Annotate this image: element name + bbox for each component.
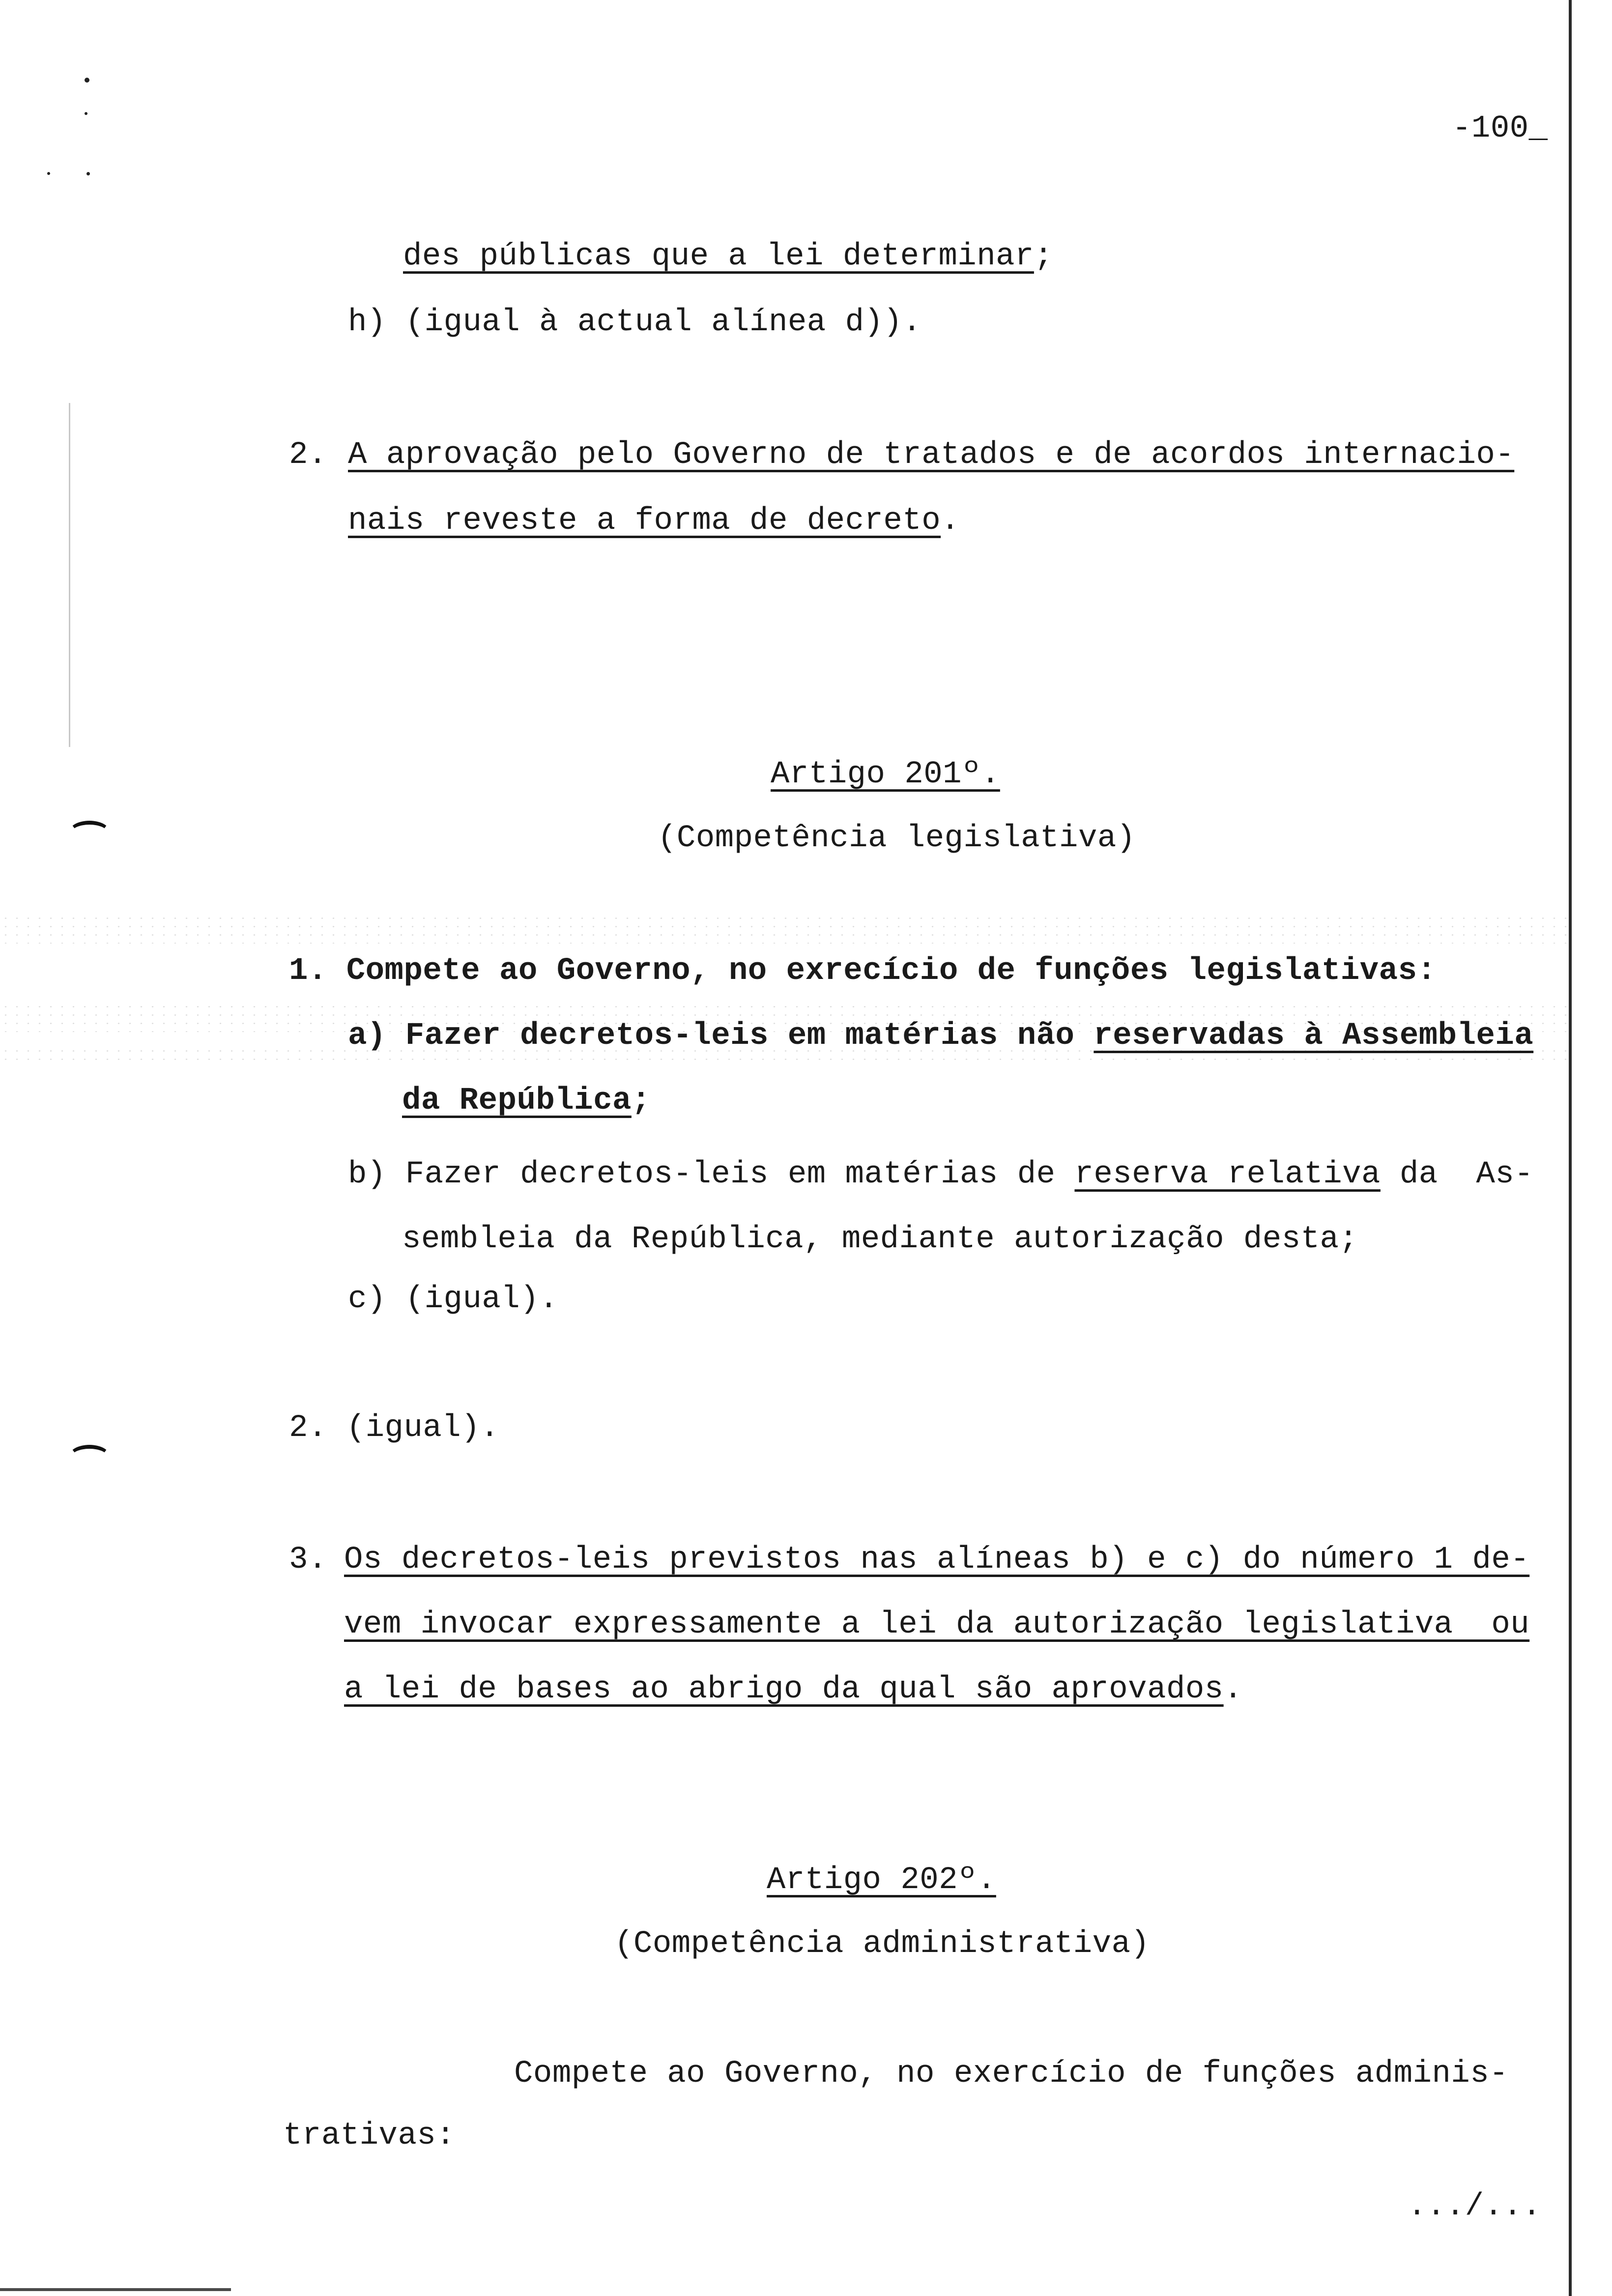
margin-dot: [47, 172, 50, 175]
item-h: h) (igual à actual alínea d)).: [348, 305, 922, 340]
point-2-line1-text: A aprovação pelo Governo de tratados e de acordos internacio-: [348, 437, 1515, 473]
point-2-line2: [348, 501, 960, 541]
article-202-subtitle: (Competência administrativa): [614, 1926, 1150, 1962]
right-margin-rule: [1569, 0, 1572, 2296]
item-b-suffix: da As-: [1380, 1157, 1534, 1192]
continuation-line: [403, 237, 1053, 276]
continuation-text: des públicas que a lei determinar: [403, 239, 1034, 274]
article-201-para-3-number: 3.: [289, 1542, 327, 1578]
article-201-para-3-line2: [344, 1605, 1529, 1644]
article-201-para-1: 1. Compete ao Governo, no exrecício de funções legislativas:: [289, 953, 1437, 989]
para-3-line3-text: a lei de bases ao abrigo da qual são aprovados: [344, 1672, 1224, 1707]
item-a-underlined: reservadas à Assembleia: [1094, 1018, 1534, 1054]
article-201-para-3-line3: [344, 1670, 1243, 1709]
continuation-suffix: ;: [1034, 239, 1053, 274]
point-2-line2-suffix: .: [941, 503, 960, 539]
para-3-line3-suffix: .: [1223, 1672, 1243, 1707]
item-a-line2-suffix: ;: [631, 1083, 651, 1119]
article-201-heading: Artigo 201º.: [771, 757, 1000, 792]
para-3-line1-text: Os decretos-leis previstos nas alíneas b) e c) do número 1 de-: [344, 1542, 1530, 1578]
page-number: -100_: [1452, 111, 1548, 146]
scan-noise-band: [0, 914, 1569, 944]
article-201-item-b-line2: sembleia da República, mediante autorização desta;: [402, 1222, 1358, 1257]
item-b-prefix: b) Fazer decretos-leis em matérias de: [348, 1157, 1075, 1192]
bottom-rule: [0, 2288, 231, 2291]
punch-hole-mark: [69, 1445, 110, 1468]
punch-hole-mark: [69, 821, 110, 844]
point-2-line2-text: nais reveste a forma de decreto: [348, 503, 941, 539]
item-a-prefix: a) Fazer decretos-leis em matérias não: [348, 1018, 1094, 1054]
continuation-mark: .../...: [1408, 2189, 1542, 2224]
article-201-subtitle: (Competência legislativa): [658, 821, 1136, 856]
article-201-item-c: c) (igual).: [348, 1282, 558, 1317]
article-201-item-a-line2: [402, 1081, 651, 1120]
margin-dot: [85, 112, 87, 115]
point-2-number: 2.: [289, 437, 327, 473]
article-201-item-b: [348, 1155, 1533, 1194]
para-3-line2-text: vem invocar expressamente a lei da autorização legislativa ou: [344, 1607, 1530, 1642]
margin-dot: [86, 172, 90, 175]
article-201-para-3-line1: [344, 1540, 1529, 1579]
article-202-heading: Artigo 202º.: [767, 1863, 996, 1898]
article-201-para-2: 2. (igual).: [289, 1410, 499, 1446]
margin-line: [69, 403, 70, 747]
article-202-intro-line2: trativas:: [283, 2118, 456, 2153]
article-202-intro-line1: Compete ao Governo, no exercício de funções adminis-: [514, 2056, 1509, 2092]
margin-dot: [85, 78, 89, 83]
point-2-line1: [348, 435, 1514, 475]
article-201-item-a: [348, 1016, 1533, 1056]
item-a-line2-underlined: da República: [402, 1083, 632, 1119]
item-b-underlined: reserva relativa: [1074, 1157, 1381, 1192]
